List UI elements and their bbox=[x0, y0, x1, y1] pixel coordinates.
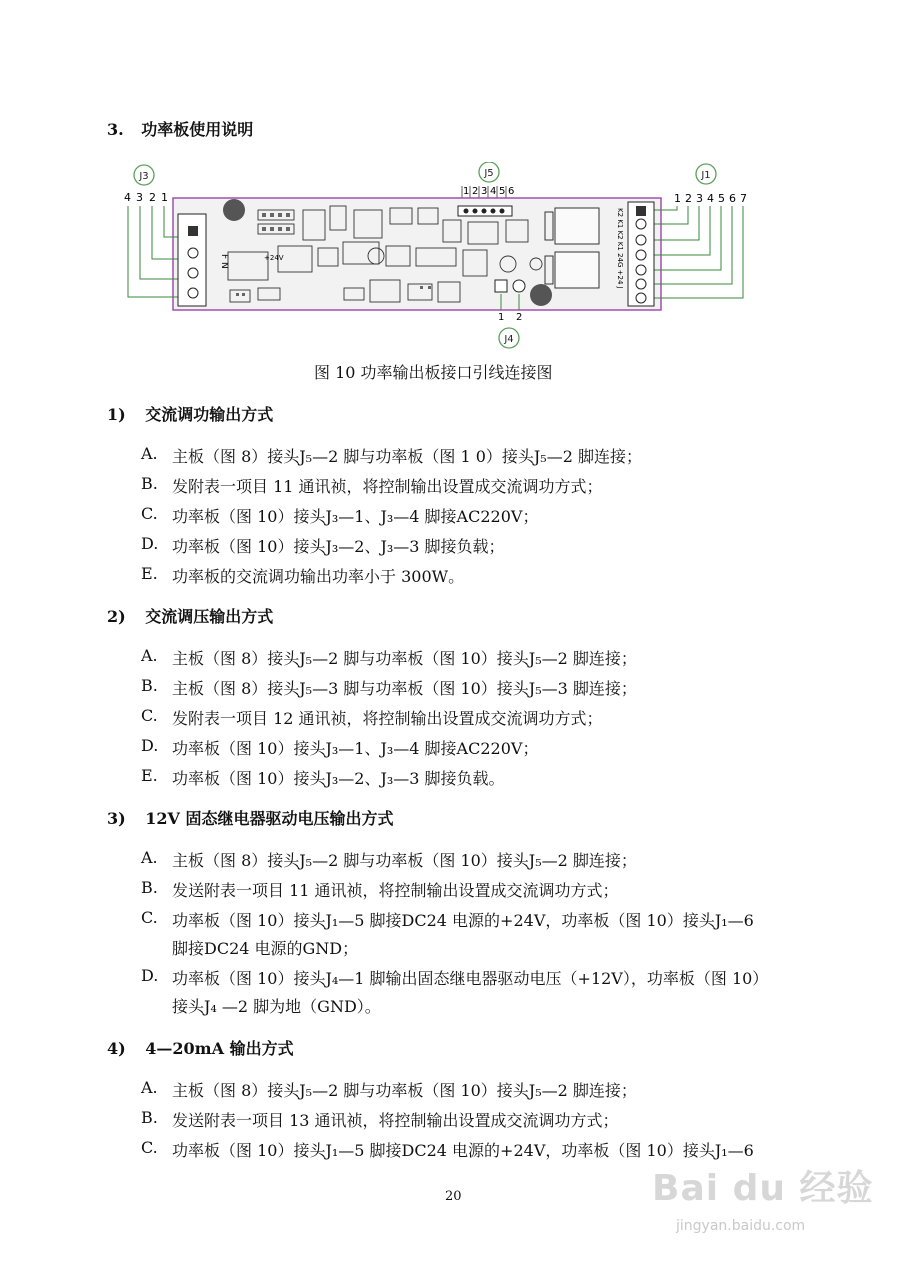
watermark-logo: Bai du 经验 bbox=[652, 1168, 874, 1209]
j4-pin: 2 bbox=[516, 312, 523, 323]
page-number: 20 bbox=[445, 1189, 462, 1204]
list-item: A. 主板（图 8）接头J₅—2 脚与功率板（图 10）接头J₅—2 脚连接； bbox=[141, 1078, 637, 1100]
list-item: E. 功率板的交流调功输出功率小于 300W。 bbox=[141, 564, 465, 586]
j3-pin: 2 bbox=[149, 191, 156, 204]
section-heading bbox=[107, 117, 253, 140]
list-item-continuation: 脚接DC24 电源的GND； bbox=[172, 939, 359, 958]
subsection-title: 4—20mA 输出方式 bbox=[145, 1039, 294, 1058]
subsection-number: 4) bbox=[107, 1039, 126, 1058]
subsection-heading bbox=[107, 604, 273, 627]
j5-pin: 4 bbox=[490, 186, 497, 197]
j1-pin: 6 bbox=[729, 192, 736, 205]
list-item: B. 发送附表一项目 11 通讯祯，将控制输出设置成交流调功方式； bbox=[141, 878, 619, 900]
j5-pin: 6 bbox=[508, 186, 515, 197]
list-item: C. 发附表一项目 12 通讯祯，将控制输出设置成交流调功方式； bbox=[141, 706, 603, 728]
list-item: B. 发送附表一项目 13 通讯祯，将控制输出设置成交流调功方式； bbox=[141, 1108, 619, 1130]
list-item: B. 主板（图 8）接头J₅—3 脚与功率板（图 10）接头J₅—3 脚连接； bbox=[141, 676, 637, 698]
j1-pin: 5 bbox=[718, 192, 725, 205]
list-item: C. 功率板（图 10）接头J₁—5 脚接DC24 电源的+24V，功率板（图 10）接头J₁—6 bbox=[141, 1138, 754, 1160]
subsection-title: 12V 固态继电器驱动电压输出方式 bbox=[145, 809, 394, 828]
j1-pin: 2 bbox=[685, 192, 692, 205]
connector-label-j5 bbox=[479, 162, 499, 182]
subsection-number: 1) bbox=[107, 405, 126, 424]
j5-pin: 1 bbox=[463, 186, 470, 197]
subsection-heading bbox=[107, 806, 394, 829]
j1-pin: 1 bbox=[674, 192, 681, 205]
subsection-heading bbox=[107, 402, 273, 425]
section-number: 3. bbox=[107, 120, 124, 139]
list-item: A. 主板（图 8）接头J₅—2 脚与功率板（图 1 0）接头J₅—2 脚连接； bbox=[141, 444, 642, 466]
j3-pin: 3 bbox=[136, 191, 143, 204]
j5-label: J5 bbox=[484, 168, 494, 179]
subsection-number: 2) bbox=[107, 607, 126, 626]
figure-caption: 图 10 功率输出板接口引线连接图 bbox=[314, 363, 553, 382]
section-title: 功率板使用说明 bbox=[141, 120, 254, 139]
board-j1-labels: K2 K1 K2 K1 24G +24 J bbox=[616, 208, 624, 289]
board-dc-label: +24V bbox=[264, 254, 284, 262]
circuit-board-diagram bbox=[118, 162, 748, 352]
connector-label-j1 bbox=[696, 164, 716, 184]
list-item: D. 功率板（图 10）接头J₃—2、J₃—3 脚接负载； bbox=[141, 534, 505, 556]
list-item: D. 功率板（图 10）接头J₄—1 脚输出固态继电器驱动电压（+12V），功率板（图 10） bbox=[141, 966, 769, 988]
j5-pin: 3 bbox=[481, 186, 488, 197]
subsection-number: 3) bbox=[107, 809, 126, 828]
j4-label: J4 bbox=[504, 334, 514, 345]
connector-label-j4 bbox=[499, 328, 519, 348]
list-item: B. 发附表一项目 11 通讯祯，将控制输出设置成交流调功方式； bbox=[141, 474, 603, 496]
j3-pin: 1 bbox=[161, 191, 168, 204]
j1-pin: 4 bbox=[707, 192, 714, 205]
watermark-url: jingyan.baidu.com bbox=[676, 1218, 806, 1234]
list-item-continuation: 接头J₄ —2 脚为地（GND）。 bbox=[172, 997, 381, 1016]
subsection-title: 交流调压输出方式 bbox=[145, 607, 274, 626]
j1-label: J1 bbox=[701, 170, 711, 181]
j1-pin: 7 bbox=[740, 192, 747, 205]
j5-pin: 5 bbox=[499, 186, 506, 197]
j5-pin: 2 bbox=[472, 186, 479, 197]
connector-label-j3 bbox=[134, 165, 154, 185]
j3-pin: 4 bbox=[124, 191, 131, 204]
list-item: A. 主板（图 8）接头J₅—2 脚与功率板（图 10）接头J₅—2 脚连接； bbox=[141, 848, 637, 870]
list-item: D. 功率板（图 10）接头J₃—1、J₃—4 脚接AC220V； bbox=[141, 736, 539, 758]
j1-pin: 3 bbox=[696, 192, 703, 205]
board-fn-label: F N bbox=[219, 254, 229, 269]
list-item: C. 功率板（图 10）接头J₃—1、J₃—4 脚接AC220V； bbox=[141, 504, 539, 526]
list-item: A. 主板（图 8）接头J₅—2 脚与功率板（图 10）接头J₅—2 脚连接； bbox=[141, 646, 637, 668]
j3-label: J3 bbox=[139, 171, 149, 182]
j4-pin: 1 bbox=[498, 312, 505, 323]
subsection-heading bbox=[107, 1036, 294, 1059]
subsection-title: 交流调功输出方式 bbox=[145, 405, 274, 424]
list-item: E. 功率板（图 10）接头J₃—2、J₃—3 脚接负载。 bbox=[141, 766, 505, 788]
list-item: C. 功率板（图 10）接头J₁—5 脚接DC24 电源的+24V，功率板（图 10）接头J₁—6 bbox=[141, 908, 754, 930]
